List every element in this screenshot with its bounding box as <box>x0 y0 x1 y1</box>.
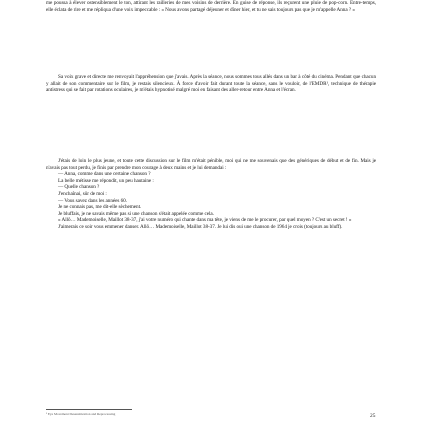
paragraph: Je bluffais, je ne savais même pas si une chanson s'était appelée comme cela. <box>58 210 214 217</box>
dialog-line: J'enchaînai, sûr de moi : <box>58 190 107 197</box>
text-block-top <box>46 0 376 13</box>
paragraph: me poussa à élever ostensiblement le ton, attirant les railleries de mes voisins de derrière. En guise de réponse, ils reçurent une pluie de pop-corn. Entre-temps, elle éclata de rire et me répliqua d'une voix impeccable : « Nous avons partagé déjeuner et dîner hier, et tu ne sais toujours pas que je m'appelle Anna ? » <box>46 0 376 13</box>
footnote: ¹ Eye Movement Desensitization and Reprocessing <box>46 412 116 416</box>
dialog-line: — Anna, comme dans une certaine chanson ? <box>58 171 151 178</box>
paragraph: « Allô… Mademoiselle, Maillot 38-37, j'ai votre numéro qui chante dans ma tête, je viens de me le procurer, par quel moyen ? C'est un secret ! » <box>58 217 352 224</box>
dialog-line: Je ne connais pas, me dit-elle sèchement. <box>58 204 142 211</box>
paragraph: Sa voix grave et directe me renvoyait l'appréhension que j'avais. Après la séance, nous sommes tous allés dans un bar à côté du cinéma. Pendant que chacun y allait de son commentaire sur le film, je restais silencieux. À force d'avoir fait durant toute la séance, sans le vouloir, de l'EMDR¹, technique de thérapie antistress qui se fait par rotations oculaires, je m'étais hypnotisé malgré moi en faisant des aller-retour entre Anna et l'écran. <box>46 74 376 94</box>
text-block-bottom <box>46 158 376 231</box>
dialog-line: La belle métisse me répondit, un peu hautaine : <box>58 177 154 184</box>
paragraph: J'étais de loin le plus jeune, et toute cette discussion sur le film m'était pénible, moi qui ne me souvenais que des génériques de début et de fin. Mais je n'avais pas tout perdu, je finis par prendre mon courage à deux mains et je lui demandai : <box>46 158 376 171</box>
page-number: 25 <box>370 413 376 419</box>
paragraph: J'aimerais ce soir vous emmener danser. Allô… Mademoiselle, Maillot 38-37. Je lui dis oui une chanson de 1964 je crois (toujours au bluff). <box>58 223 343 230</box>
text-block-middle <box>46 74 376 94</box>
dialog-line: — Quelle chanson ? <box>58 184 100 191</box>
dialog-line: — Vous savez dans les années 60. <box>58 197 127 204</box>
footnote-divider <box>46 409 132 410</box>
